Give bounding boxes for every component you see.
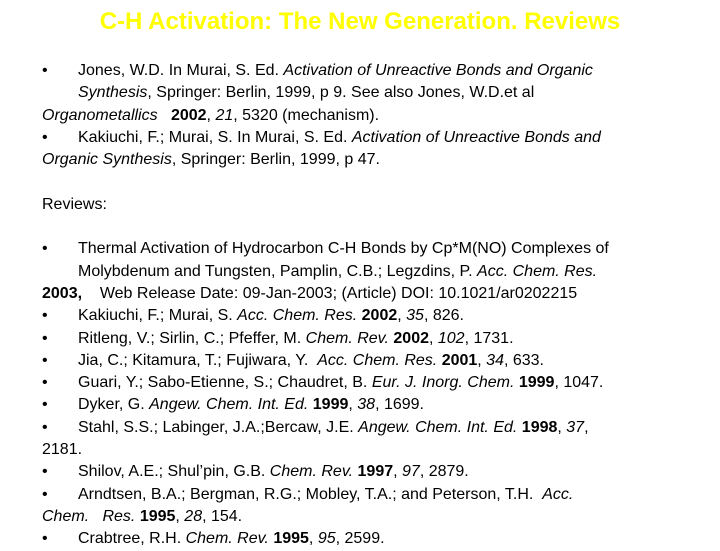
reviews-label: Reviews: <box>42 195 107 213</box>
slide-body <box>42 60 692 551</box>
reference-item: • Kakiuchi, F.; Murai, S. In Murai, S. Ed. Activation of Unreactive Bonds and Organic Synthesis, Springer: Berlin, 1999, p 47. <box>42 128 601 169</box>
review-item: • Thermal Activation of Hydrocarbon C-H Bonds by Cp*M(NO) Complexes of Molybdenum and Tungsten, Pamplin, C.B.; Legzdins, P. Acc. Chem. Res. 2003, Web Release Date: 09-Jan-2003; (Article) DOI: 10.1021/ar0202215 <box>42 240 609 302</box>
bullet: • <box>42 62 48 79</box>
review-item: • Shilov, A.E.; Shul’pin, G.B. Chem. Rev. 1997, 97, 2879. <box>42 463 469 481</box>
reference-item: • Jones, W.D. In Murai, S. Ed. Activation of Unreactive Bonds and Organic Synthesis, Springer: Berlin, 1999, p 9. See also Jones, W.D.et al Organometallics 2002, 21, 5320 (mechanism). <box>42 62 593 124</box>
review-item: • Dyker, G. Angew. Chem. Int. Ed. 1999, 38, 1699. <box>42 396 424 414</box>
review-item: • Arndtsen, B.A.; Bergman, R.G.; Mobley, T.A.; and Peterson, T.H. Acc. Chem. Res. 1995, 28, 154. <box>42 485 574 525</box>
review-item: • Ritleng, V.; Sirlin, C.; Pfeffer, M. Chem. Rev. 2002, 102, 1731. <box>42 329 514 347</box>
review-item: • Kakiuchi, F.; Murai, S. Acc. Chem. Res. 2002, 35, 826. <box>42 307 464 325</box>
review-item: • Guari, Y.; Sabo-Etienne, S.; Chaudret, B. Eur. J. Inorg. Chem. 1999, 1047. <box>42 374 604 392</box>
review-item: • Crabtree, R.H. Chem. Rev. 1995, 95, 2599. <box>42 530 385 548</box>
slide-title: C-H Activation: The New Generation. Reviews <box>99 8 621 35</box>
review-item: • Stahl, S.S.; Labinger, J.A.;Bercaw, J.E. Angew. Chem. Int. Ed. 1998, 37, 2181. <box>42 418 589 459</box>
review-item: • Jia, C.; Kitamura, T.; Fujiwara, Y. Acc. Chem. Res. 2001, 34, 633. <box>42 351 544 369</box>
bullet: • <box>42 128 48 146</box>
